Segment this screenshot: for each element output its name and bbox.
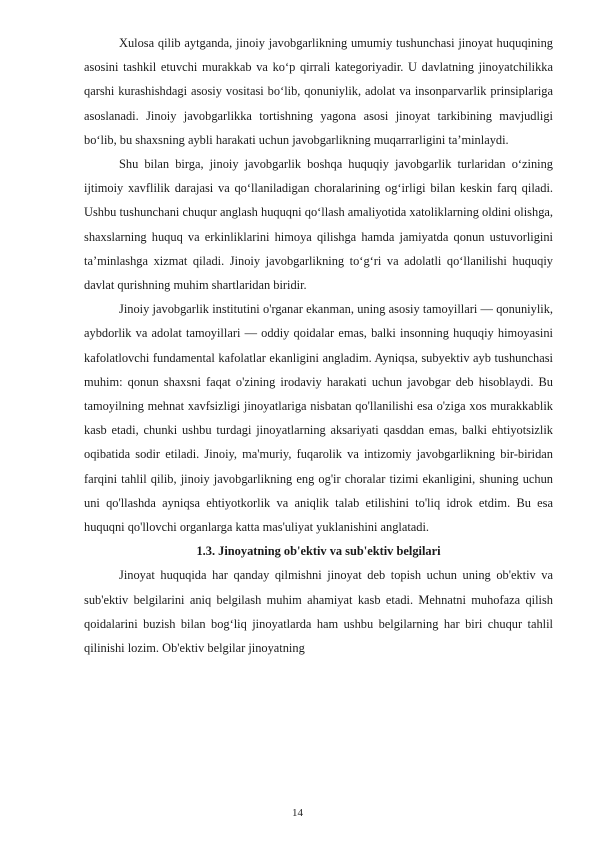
paragraph-conclusion: Xulosa qilib aytganda, jinoiy javobgarlikning umumiy tushunchasi jinoyat huquqining asosini tashkil etuvchi murakkab va ko‘p qirrali kategoriyadir. U davlatning jinoyatchilikka qarshi kurashishdagi asosiy vositasi bo‘lib, qonuniylik, adolat va insonparvarlik prinsiplariga asoslanadi. Jinoiy javobgarlikka tortishning yagona asosi jinoyat tarkibining mavjudligi bo‘lib, bu shaxsning aybli harakati uchun javobgarlikning muqarrarligini ta’minlaydi. <box>84 36 553 147</box>
paragraph-principles: Jinoiy javobgarlik institutini o'rganar ekanman, uning asosiy tamoyillari — qonuniylik, aybdorlik va adolat tamoyillari — oddiy qoidalar emas, balki insonning huquqiy himoyasini kafolatlovchi fundamental kafolatlar ekanligini angladim. Ayniqsa, subyektiv ayb tushunchasi muhim: qonun shaxsni faqat o'zining irodaviy harakati uchun javobgar deb hisoblaydi. Bu tamoyilning mehnat xavfsizligi jinoyatlariga nisbatan qo'llanilishi esa o'ziga xos murakkablik kasb etadi, chunki ushbu turdagi jinoyatlarning aksariyati qasddan emas, balki ehtiyotsizlik oqibatida sodir etiladi. Jinoiy, ma'muriy, fuqarolik va intizomiy javobgarlikning bir-biridan farqini tahlil qilib, jinoiy javobgarlikning eng og'ir choralar tizimi ekanligini, shuning uchun uni qo'llashda ayniqsa ehtiyotkorlik va aniqlik talab etilishini to'liq idrok etdim. Bu esa huquqni qo'llovchi organlarga katta mas'uliyat yuklanishini anglatadi. <box>84 302 553 535</box>
page-number: 14 <box>292 807 303 819</box>
section-heading: 1.3. Jinoyatning ob'ektiv va sub'ektiv belgilari <box>196 544 441 559</box>
paragraph-differences: Shu bilan birga, jinoiy javobgarlik boshqa huquqiy javobgarlik turlaridan o‘zining ijtimoiy xavflilik darajasi va qo‘llaniladigan choralarining og‘irligi bilan keskin farq qiladi. Ushbu tushunchani chuqur anglash huquqni qo‘llash amaliyotida xatoliklarning oldini olishga, shaxslarning huquq va erkinliklarini himoya qilishga hamda jamiyatda qonun ustuvorligini ta’minlashga xizmat qiladi. Jinoiy javobgarlikning to‘g‘ri va adolatli qo‘llanilishi huquqiy davlat qurishning muhim shartlaridan biridir. <box>84 157 553 293</box>
page-content <box>84 31 553 660</box>
paragraph-section-intro: Jinoyat huquqida har qanday qilmishni jinoyat deb topish uchun uning ob'ektiv va sub'ektiv belgilarini aniq belgilash muhim ahamiyat kasb etadi. Mehnatni muhofaza qilish qoidalarini buzish bilan bog‘liq jinoyatlarda ham ushbu belgilarning har biri chuqur tahlil qilinishi lozim. Ob'ektiv belgilar jinoyatning <box>84 568 553 656</box>
